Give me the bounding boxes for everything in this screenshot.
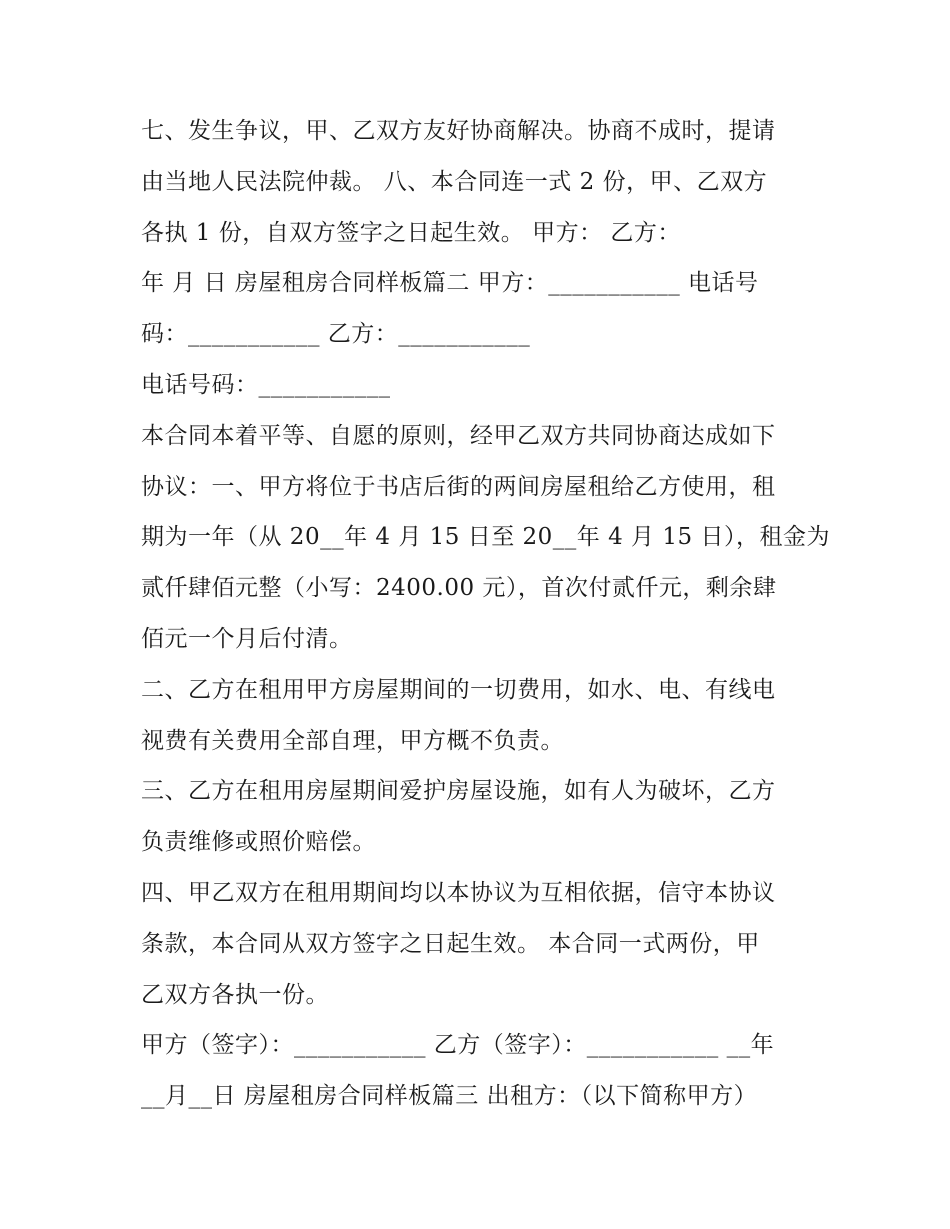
text-line: 三、乙方在租用房屋期间爱护房屋设施，如有人为破坏，乙方 (141, 778, 776, 805)
text-line: 二、乙方在租用甲方房屋期间的一切费用，如水、电、有线电 (141, 676, 776, 703)
text-line: 负责维修或照价赔偿。 (141, 829, 376, 856)
text-line: 由当地人民法院仲裁。 八、本合同连一式 2 份，甲、乙双方 (141, 168, 768, 195)
text-line: 码：___________ 乙方：___________ (141, 321, 531, 348)
text-line: 七、发生争议，甲、乙双方友好协商解决。协商不成时，提请 (141, 118, 776, 144)
text-line: 各执 1 份，自双方签字之日起生效。 甲方： 乙方： (141, 219, 681, 246)
text-line: 四、甲乙双方在租用期间均以本协议为互相依据，信守本协议 (141, 879, 776, 906)
text-line: 视费有关费用全部自理，甲方概不负责。 (141, 727, 564, 754)
text-line: 电话号码：___________ (141, 371, 391, 398)
text-line: 协议：一、甲方将位于书店后街的两间房屋租给乙方使用，租 (141, 473, 776, 500)
text-line: __月__日 房屋租房合同样板篇三 出租方：（以下简称甲方） (141, 1083, 758, 1110)
text-line: 乙双方各执一份。 (141, 981, 329, 1008)
text-line: 佰元一个月后付清。 (141, 625, 353, 652)
contract-text-body (141, 106, 830, 1122)
text-line: 贰仟肆佰元整（小写：2400.00 元），首次付贰仟元，剩余肆 (141, 575, 777, 602)
text-line: 年 月 日 房屋租房合同样板篇二 甲方：___________ 电话号 (141, 270, 759, 297)
text-line: 条款，本合同从双方签字之日起生效。 本合同一式两份，甲 (141, 930, 760, 957)
text-line: 期为一年（从 20__年 4 月 15 日至 20__年 4 月 15 日），租金为 (141, 524, 830, 551)
text-line: 甲方（签字）：___________ 乙方（签字）：___________ __年 (141, 1032, 775, 1059)
text-line: 本合同本着平等、自愿的原则，经甲乙双方共同协商达成如下 (141, 422, 776, 449)
